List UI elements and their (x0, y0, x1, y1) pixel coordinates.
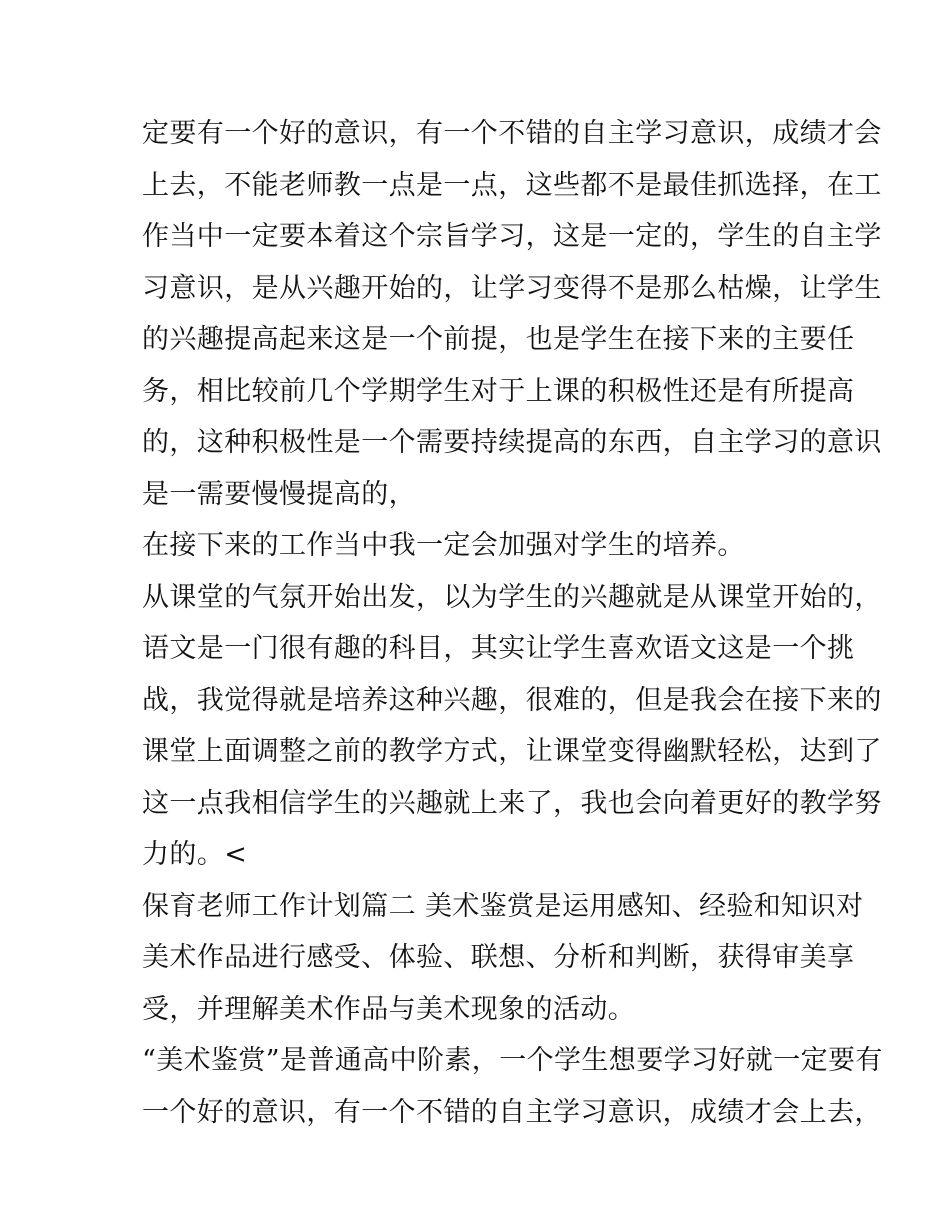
text-line: 是一需要慢慢提高的， (142, 478, 416, 510)
text-line: “美术鉴赏”是普通高中阶素，一个学生想要学习好就一定要有 (142, 1045, 883, 1076)
text-line: 的兴趣提高起来这是一个前提，也是学生在接下来的主要任 (142, 324, 855, 355)
text-line: 务，相比较前几个学期学生对于上课的积极性还是有所提高 (142, 375, 855, 407)
text-line: 一个好的意识，有一个不错的自主学习意识，成绩才会上去， (142, 1096, 882, 1128)
text-line: 战，我觉得就是培养这种兴趣，很难的，但是我会在接下来的 (142, 684, 882, 716)
text-line: 语文是一门很有趣的科目，其实让学生喜欢语文这是一个挑 (142, 633, 855, 664)
document-body (142, 108, 883, 1138)
text-line: 课堂上面调整之前的教学方式，让课堂变得幽默轻松，达到了 (142, 736, 882, 767)
text-line: 定要有一个好的意识，有一个不错的自主学习意识，成绩才会 (142, 118, 882, 149)
text-line: 习意识，是从兴趣开始的，让学习变得不是那么枯燥，让学生 (142, 272, 882, 304)
text-line: 从课堂的气氛开始出发，以为学生的兴趣就是从课堂开始的， (142, 581, 882, 613)
text-line: 上去，不能老师教一点是一点，这些都不是最佳抓选择，在工 (142, 169, 882, 201)
text-line: 美术作品进行感受、体验、联想、分析和判断，获得审美享 (142, 942, 855, 973)
text-line: 作当中一定要本着这个宗旨学习，这是一定的，学生的自主学 (142, 221, 882, 252)
text-line: 受，并理解美术作品与美术现象的活动。 (142, 993, 636, 1025)
text-line: 保育老师工作计划篇二 美术鉴赏是运用感知、经验和知识对 (142, 890, 864, 922)
text-line: 力的。< (142, 839, 248, 870)
text-line: 的，这种积极性是一个需要持续提高的东西，自主学习的意识 (142, 427, 882, 458)
text-line: 这一点我相信学生的兴趣就上来了，我也会向着更好的教学努 (142, 787, 882, 819)
text-line: 在接下来的工作当中我一定会加强对学生的培养。 (142, 530, 745, 561)
